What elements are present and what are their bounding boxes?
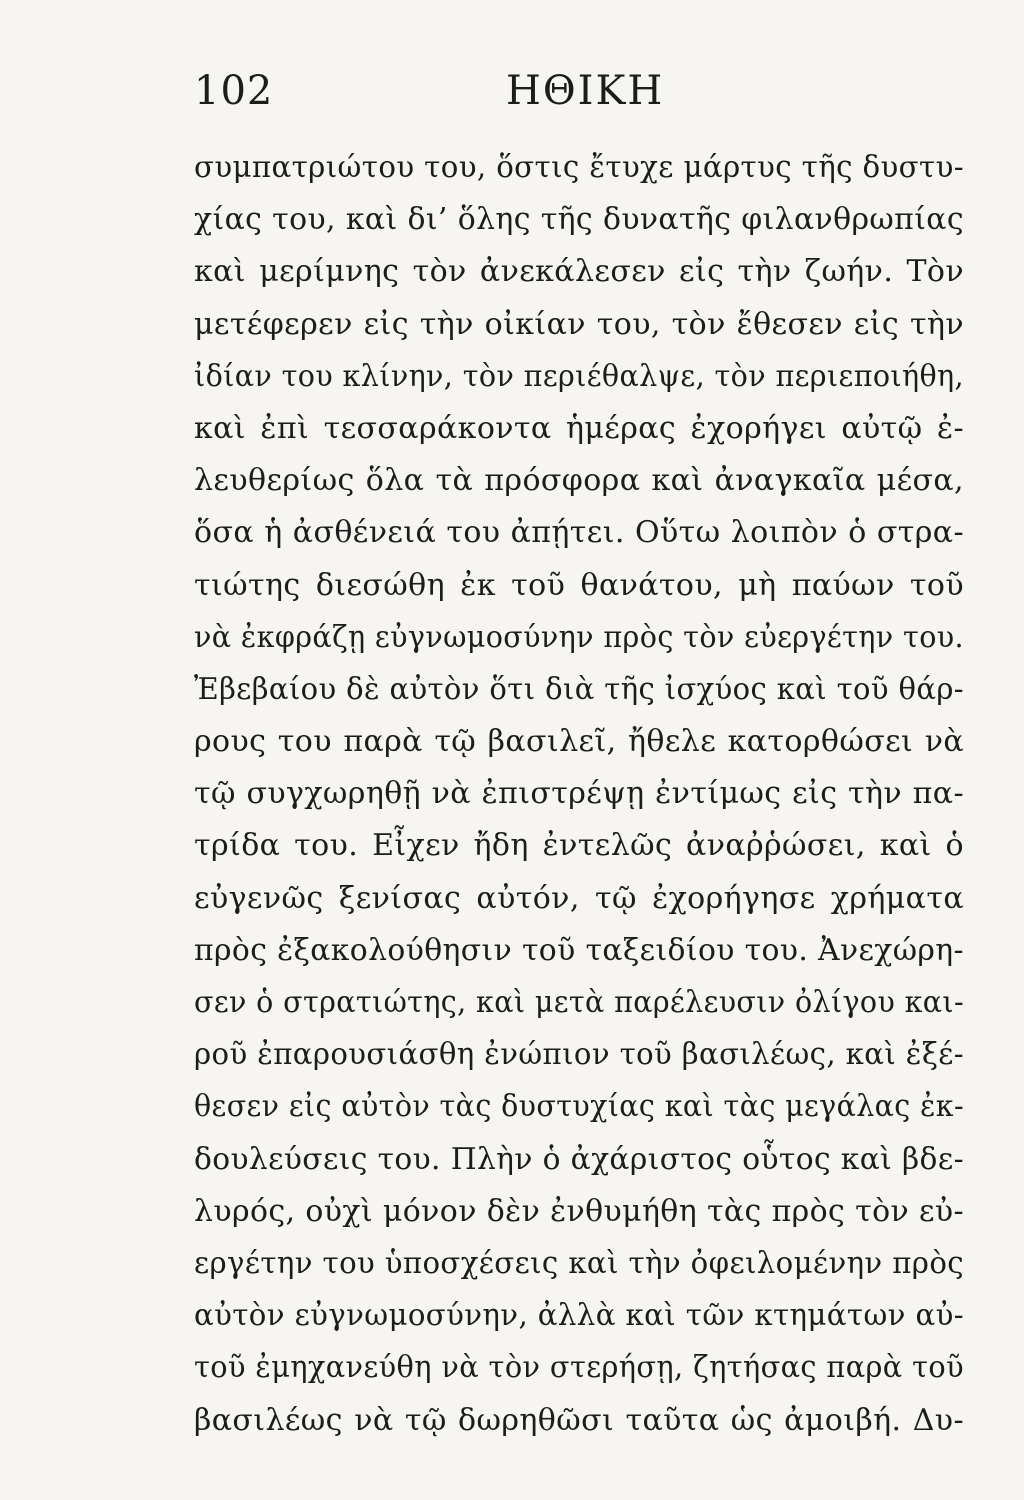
text-line: τοῦ ἐμηχανεύθη νὰ τὸν στερήσῃ, ζητήσας παρὰ τοῦ [194, 1350, 964, 1386]
text-line: εργέτην του ὑποσχέσεις καὶ τὴν ὀφειλομένην πρὸς [194, 1245, 964, 1281]
text-line: σεν ὁ στρατιώτης, καὶ μετὰ παρέλευσιν ὀλίγου και- [194, 985, 964, 1020]
text-line: Ἐβεβαίου δὲ αὐτὸν ὅτι διὰ τῆς ἰσχύος καὶ τοῦ θάρ- [194, 671, 964, 707]
text-line: πρὸς ἐξακολούθησιν τοῦ ταξειδίου του. Ἀνεχώρη- [194, 932, 964, 968]
text-line: χίας του, καὶ δι’ ὅλης τῆς δυνατῆς φιλανθρωπίας [194, 202, 964, 238]
text-line: θεσεν εἰς αὐτὸν τὰς δυστυχίας καὶ τὰς μεγάλας ἐκ- [194, 1089, 964, 1125]
text-line: καὶ μερίμνης τὸν ἀνεκάλεσεν εἰς τὴν ζωήν. Τὸν [194, 254, 964, 290]
text-line: ἰδίαν του κλίνην, τὸν περιέθαλψε, τὸν περιεποιήθη, [194, 358, 964, 394]
body-text [194, 142, 964, 1447]
text-line: νὰ ἐκφράζῃ εὐγνωμοσύνην πρὸς τὸν εὐεργέτην του. [194, 619, 964, 655]
text-line: ρους του παρὰ τῷ βασιλεῖ, ἤθελε κατορθώσει νὰ [194, 724, 964, 760]
text-line: λευθερίως ὅλα τὰ πρόσφορα καὶ ἀναγκαῖα μέσα, [194, 463, 964, 499]
text-line: τρίδα του. Εἶχεν ἤδη ἐντελῶς ἀναῤῥώσει, καὶ ὁ [194, 828, 964, 864]
text-line: αὐτὸν εὐγνωμοσύνην, ἀλλὰ καὶ τῶν κτημάτων αὐ- [194, 1298, 964, 1334]
text-line: ὅσα ἡ ἀσθένειά του ἀπῄτει. Οὕτω λοιπὸν ὁ στρα- [194, 515, 964, 551]
text-line: ροῦ ἐπαρουσιάσθη ἐνώπιον τοῦ βασιλέως, καὶ ἐξέ- [194, 1037, 964, 1073]
text-line: λυρός, οὐχὶ μόνον δὲν ἐνθυμήθη τὰς πρὸς τὸν εὐ- [194, 1193, 964, 1229]
text-line: τιώτης διεσώθη ἐκ τοῦ θανάτου, μὴ παύων τοῦ [194, 567, 964, 603]
page-number: 102 [194, 68, 274, 114]
text-line: μετέφερεν εἰς τὴν οἰκίαν του, τὸν ἔθεσεν εἰς τὴν [194, 306, 964, 342]
page-header [194, 68, 964, 128]
running-title: ΗΘΙΚΗ [506, 68, 665, 114]
text-line: εὐγενῶς ξενίσας αὐτόν, τῷ ἐχορήγησε χρήματα [194, 880, 964, 916]
text-line: καὶ ἐπὶ τεσσαράκοντα ἡμέρας ἐχορήγει αὐτῷ ἐ- [194, 410, 964, 446]
text-line: τῷ συγχωρηθῇ νὰ ἐπιστρέψῃ ἐντίμως εἰς τὴν πα- [194, 776, 964, 812]
text-line: συμπατριώτου του, ὅστις ἔτυχε μάρτυς τῆς δυστυ- [194, 150, 964, 185]
text-line: βασιλέως νὰ τῷ δωρηθῶσι ταῦτα ὡς ἀμοιβή. Δυ- [194, 1402, 964, 1438]
text-line: δουλεύσεις του. Πλὴν ὁ ἀχάριστος οὗτος καὶ βδε- [194, 1141, 964, 1177]
